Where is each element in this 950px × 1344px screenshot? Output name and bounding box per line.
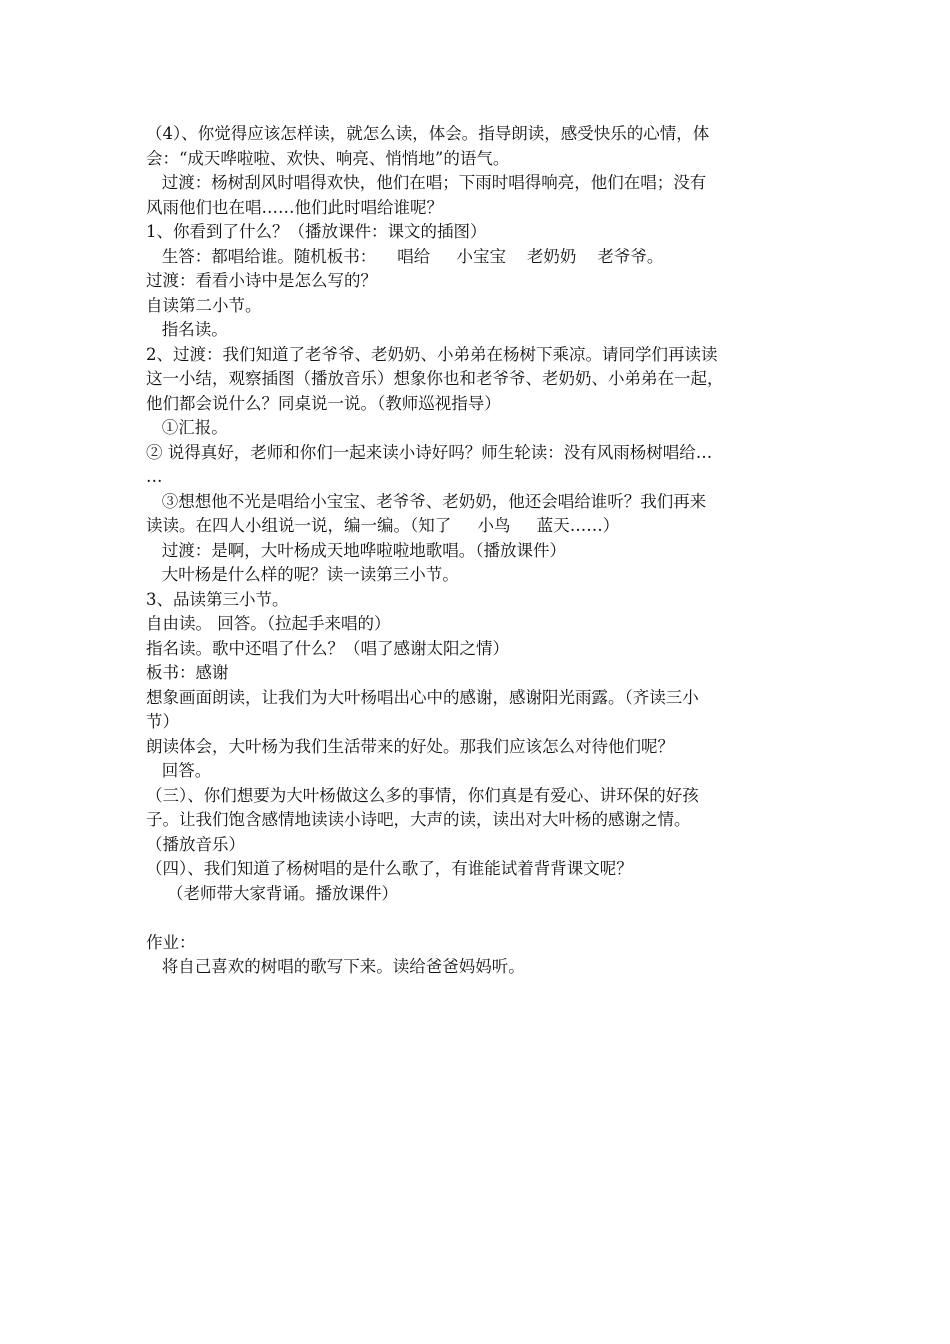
text-line: 自由读。 回答。（拉起手来唱的） (146, 614, 391, 633)
text-line: 读读。在四人小组说一说，编一编。（知了 小鸟 蓝天……） (146, 516, 620, 535)
text-line: 节） (146, 712, 179, 731)
text-line: 板书：感谢 (146, 663, 229, 682)
text-line: 自读第二小节。 (146, 295, 262, 315)
text-line: （三）、你们想要为大叶杨做这么多的事情，你们真是有爱心、讲环保的好孩 (146, 785, 699, 805)
text-line: 想象画面朗读，让我们为大叶杨唱出心中的感谢，感谢阳光雨露。（齐读三小 (146, 687, 699, 707)
text-line: 风雨他们也在唱……他们此时唱给谁呢？ (146, 197, 443, 217)
blank-line (146, 906, 806, 931)
text-line: 3、品读第三小节。 (146, 589, 289, 609)
document-body (146, 122, 806, 980)
text-line: 大叶杨是什么样的呢？读一读第三小节。 (146, 565, 459, 584)
text-line: 这一小结，观察插图（播放音乐）想象你也和老爷爷、老奶奶、小弟弟在一起， (146, 369, 724, 388)
text-line: 过渡：看看小诗中是怎么写的？ (146, 271, 377, 290)
text-line: 1、你看到了什么？（播放课件：课文的插图） (146, 222, 487, 241)
text-line: 回答。 (146, 761, 212, 780)
text-line: 生答：都唱给谁。随机板书： 唱给 小宝宝 老奶奶 老爷爷。 (146, 246, 664, 266)
text-line: 作业： (146, 932, 196, 952)
text-line: 他们都会说什么？同桌说一说。（教师巡视指导） (146, 393, 501, 413)
text-line: 指名读。 (146, 320, 228, 339)
text-line: 过渡：杨树刮风时唱得欢快，他们在唱；下雨时唱得响亮，他们在唱；没有 (146, 173, 707, 192)
text-line: 指名读。歌中还唱了什么？（唱了感谢太阳之情） (146, 638, 509, 658)
text-line: ② 说得真好，老师和你们一起来读小诗好吗？师生轮读：没有风雨杨树唱给… (146, 442, 713, 462)
text-line: ③想想他不光是唱给小宝宝、老爷爷、老奶奶，他还会唱给谁听？我们再来 (146, 491, 707, 511)
text-line: 2、过渡：我们知道了老爷爷、老奶奶、小弟弟在杨树下乘凉。请同学们再读读 (146, 344, 718, 364)
text-line: 过渡：是啊，大叶杨成天地哗啦啦地歌唱。（播放课件） (146, 540, 566, 560)
text-line: （四）、我们知道了杨树唱的是什么歌了，有谁能试着背背课文呢？ (146, 859, 633, 878)
text-line: （老师带大家背诵。播放课件） (146, 883, 398, 903)
text-line: 朗读体会，大叶杨为我们生活带来的好处。那我们应该怎么对待他们呢？ (146, 736, 674, 756)
text-line: 会：“成天哗啦啦、欢快、响亮、悄悄地”的语气。 (146, 148, 510, 168)
text-line: … (146, 467, 163, 486)
text-line: （4）、你觉得应该怎样读，就怎么读，体会。指导朗读，感受快乐的心情，体 (146, 124, 710, 143)
text-line: ①汇报。 (146, 418, 228, 437)
text-line: 子。让我们饱含感情地读读小诗吧，大声的读，读出对大叶杨的感谢之情。 (146, 810, 691, 829)
text-line: （播放音乐） (146, 834, 245, 854)
text-line: 将自己喜欢的树唱的歌写下来。读给爸爸妈妈听。 (146, 957, 525, 976)
